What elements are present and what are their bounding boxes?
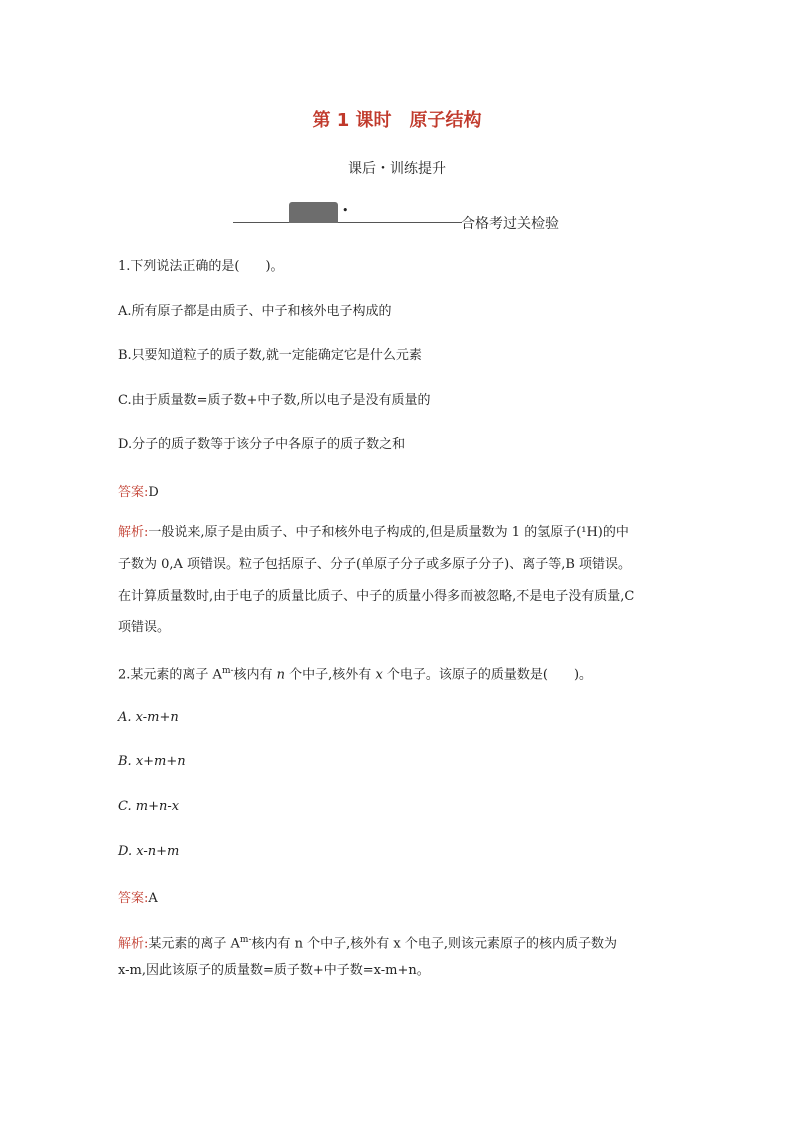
q2-answer-value: A: [148, 891, 158, 906]
q2-option-d: D. x-n+m: [118, 844, 180, 859]
q2-analysis-prefix: 某元素的离子 A: [148, 936, 240, 952]
q2-stem-mid2: 个中子,核外有: [285, 667, 376, 683]
q1-option-d: D.分子的质子数等于该分子中各原子的质子数之和: [118, 437, 406, 452]
q1-stem: 1.下列说法正确的是( )。: [118, 259, 284, 274]
q1-analysis-line-2: 子数为 0,A 项错误。粒子包括原子、分子(单原子分子或多原子分子)、离子等,B 项错误。: [118, 557, 632, 572]
q2-stem-x: x: [375, 667, 383, 683]
page-title: 第 1 课时 原子结构: [312, 110, 482, 131]
q1-option-a: A.所有原子都是由质子、中子和核外电子构成的: [118, 304, 392, 319]
q2-stem-suffix: 个电子。该原子的质量数是( )。: [382, 667, 593, 683]
q2-analysis-line-1: [118, 931, 617, 953]
page-subtitle: 课后・训练提升: [348, 161, 446, 177]
q1-answer-label: 答案:: [118, 485, 149, 500]
q2-answer: [118, 887, 158, 906]
q2-analysis-line-2: x-m,因此该原子的质量数=质子数+中子数=x-m+n。: [118, 963, 430, 978]
q2-option-b: B. x+m+n: [118, 754, 186, 769]
q2-stem-n: n: [276, 667, 286, 683]
q1-analysis-line-3: 在计算质量数时,由于电子的质量比质子、中子的质量小得多而被忽略,不是电子没有质量,C: [118, 589, 635, 604]
q1-analysis-line-4: 项错误。: [118, 620, 171, 635]
q1-answer: [118, 481, 159, 500]
q2-option-a: A. x-m+n: [118, 710, 179, 725]
q2-analysis-charge: m-: [239, 935, 252, 945]
q1-answer-value: D: [148, 485, 159, 500]
q1-option-b: B.只要知道粒子的质子数,就一定能确定它是什么元素: [118, 348, 422, 363]
q1-option-c: C.由于质量数=质子数+中子数,所以电子是没有质量的: [118, 393, 431, 408]
q2-answer-label: 答案:: [118, 891, 149, 906]
q2-analysis-suffix: 核内有 n 个中子,核外有 x 个电子,则该元素原子的核内质子数为: [251, 936, 617, 952]
section-dot: •: [342, 204, 349, 217]
section-rule-left: [233, 222, 289, 223]
q2-analysis-label: 解析:: [118, 936, 149, 952]
q2-stem-prefix: 2.某元素的离子 A: [118, 667, 222, 683]
q1-analysis-label: 解析:: [118, 525, 149, 540]
q2-stem-charge: m-: [221, 666, 234, 676]
q1-analysis-line-1: [118, 524, 629, 542]
q2-stem-mid1: 核内有: [233, 667, 277, 683]
q2-stem: [118, 662, 592, 684]
section-rule-right: [338, 222, 462, 223]
section-tab: [289, 202, 338, 223]
q2-option-c: C. m+n-x: [118, 799, 180, 814]
section-heading: 合格考过关检验: [461, 216, 559, 232]
q1-analysis-text-1: 一般说来,原子是由质子、中子和核外电子构成的,但是质量数为 1 的氢原子(¹H)的中: [148, 525, 629, 540]
